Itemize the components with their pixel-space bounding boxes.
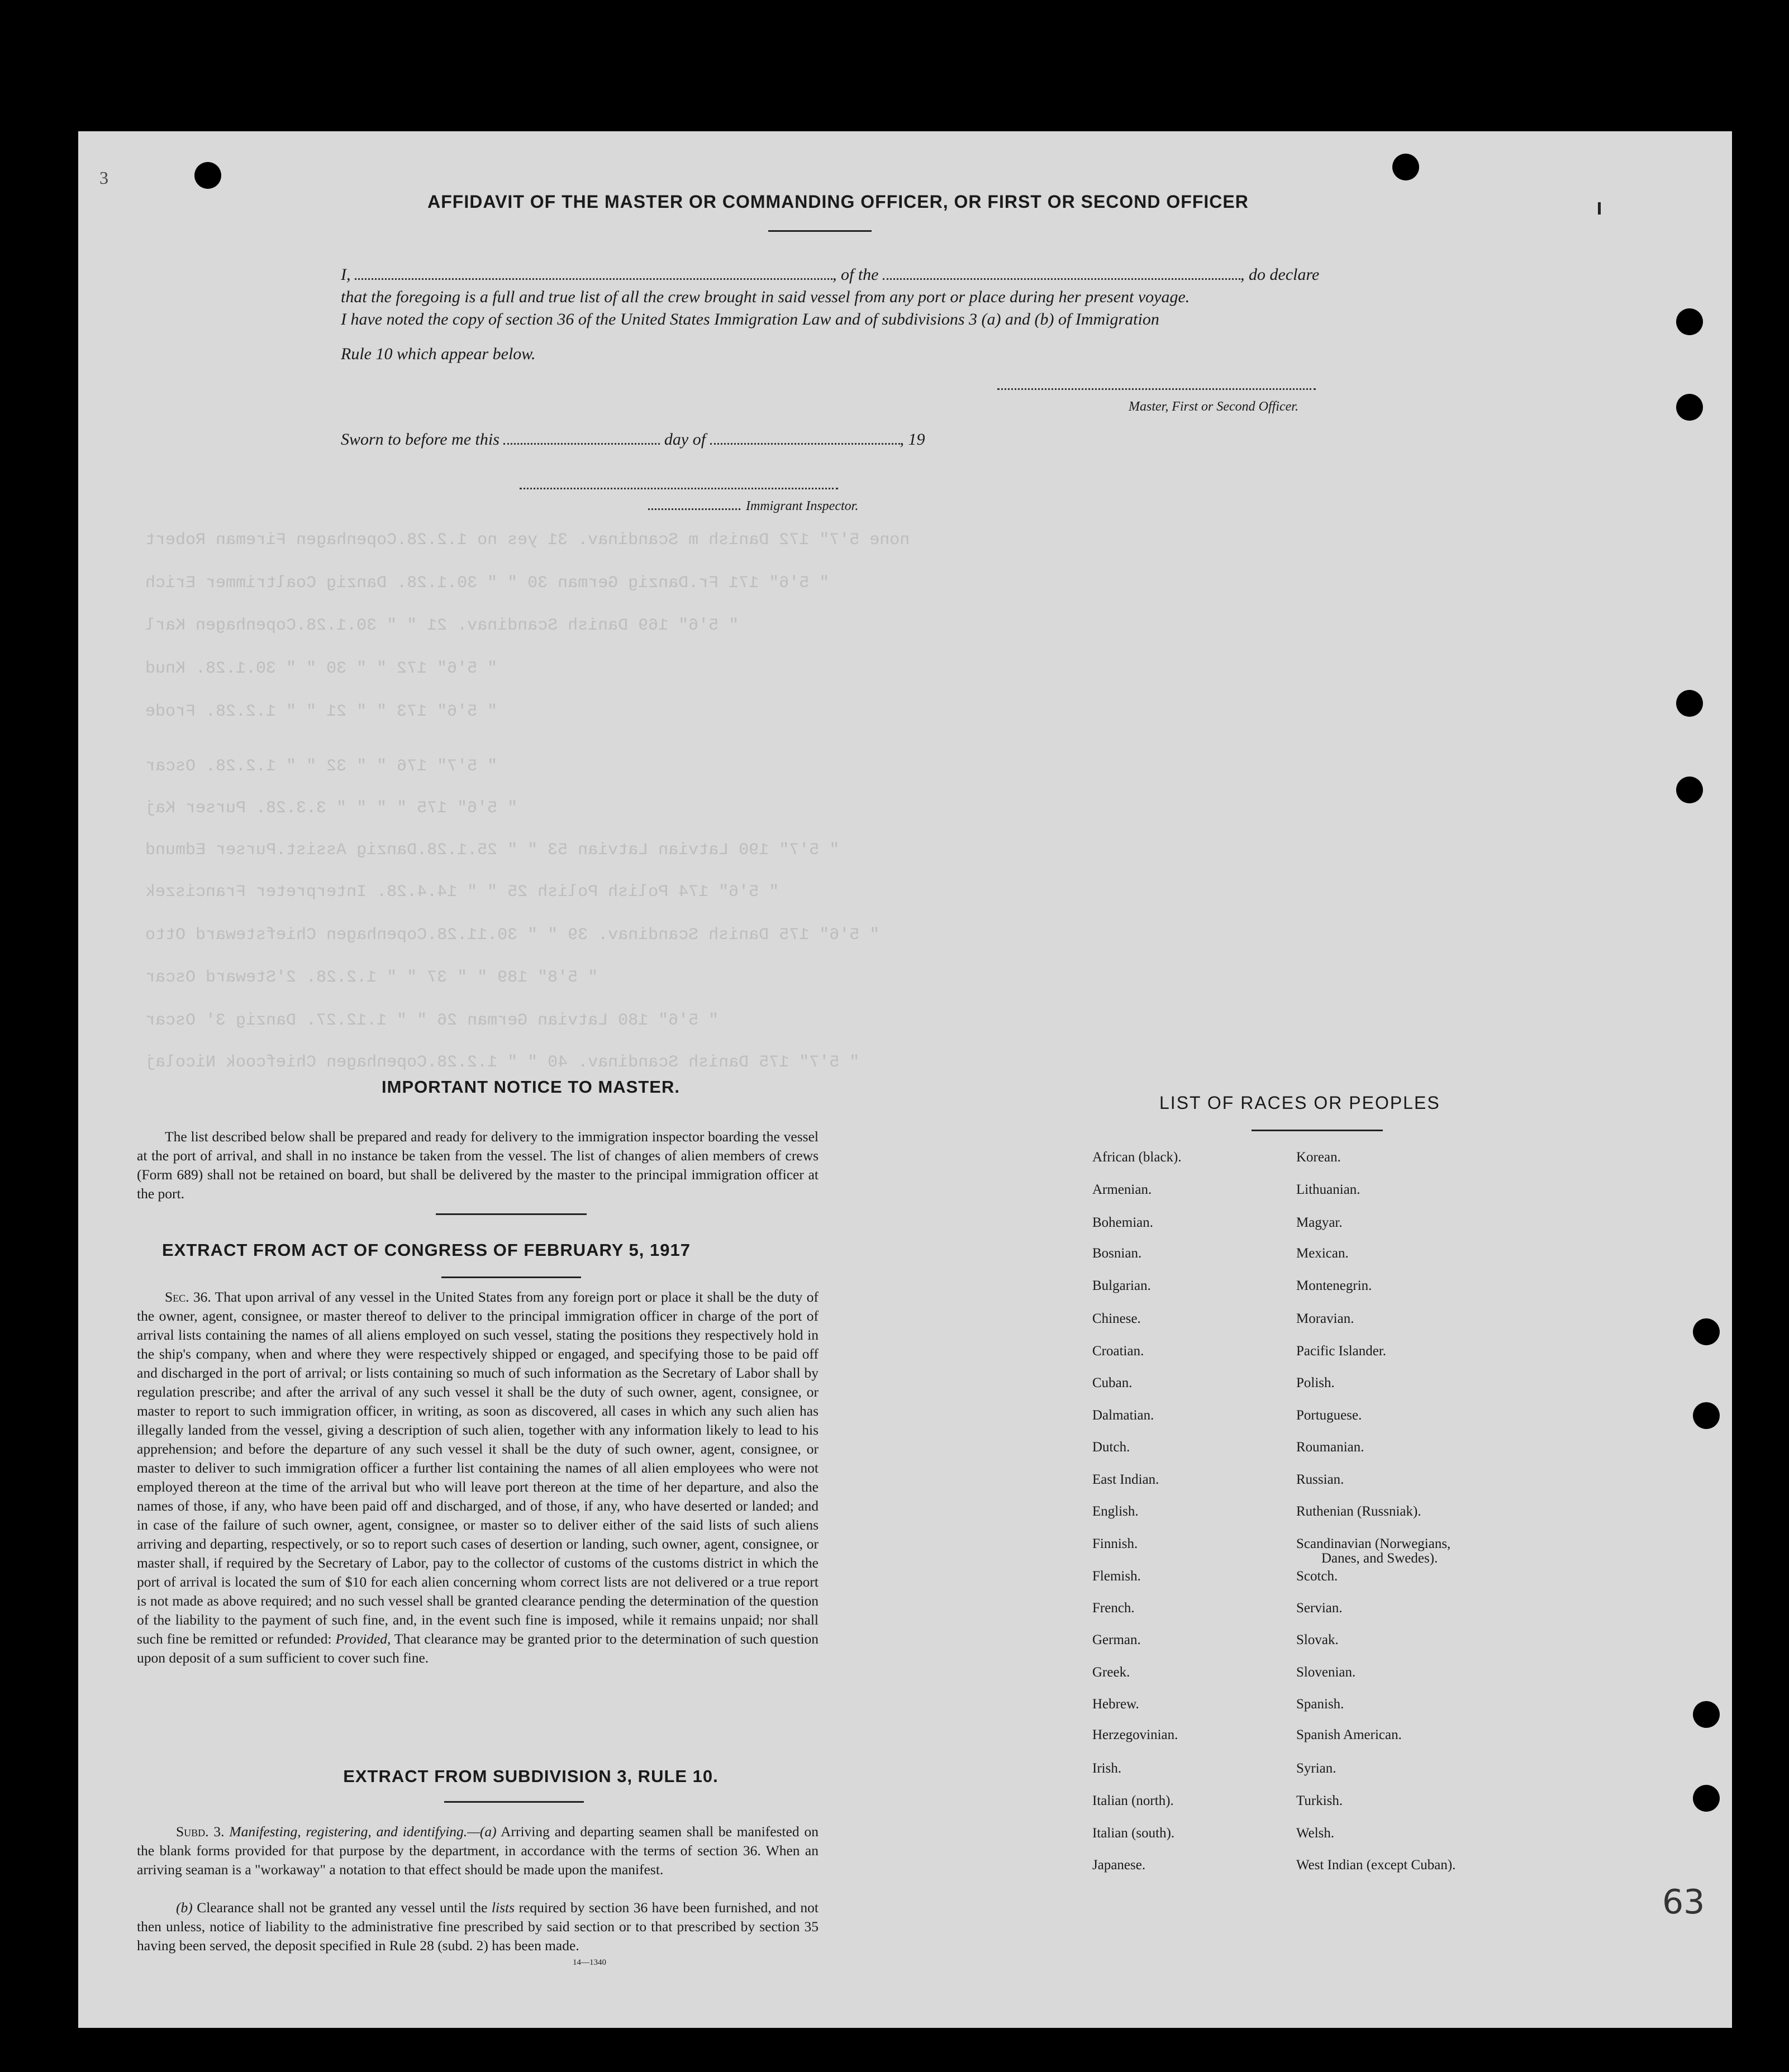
subd-b-text-1: Clearance shall not be granted any vessel until the xyxy=(197,1899,488,1916)
master-name-field[interactable] xyxy=(355,278,832,280)
race-item: Moravian. xyxy=(1296,1311,1354,1326)
label-declare: , do declare xyxy=(1240,265,1320,284)
race-item: Lithuanian. xyxy=(1296,1182,1360,1197)
race-item: East Indian. xyxy=(1092,1472,1159,1487)
punch-hole xyxy=(1676,777,1703,803)
affidavit-line3: I have noted the copy of section 36 of the United States Immigration Law and of subdivisions 3 (a) and (b) of Immigration xyxy=(341,310,1159,328)
race-item: Bosnian. xyxy=(1092,1246,1142,1261)
bleed-through-line: " 5'6" 174 Polish Polish 25 " " 14.4.28. Interpreter Franciszek xyxy=(145,883,779,902)
affidavit-line1 xyxy=(341,265,1319,284)
race-item: Japanese. xyxy=(1092,1857,1146,1873)
section-label: Sec. 36. xyxy=(165,1289,211,1305)
race-item: West Indian (except Cuban). xyxy=(1296,1857,1456,1873)
races-title: LIST OF RACES OR PEOPLES xyxy=(1159,1093,1440,1113)
bleed-through-line: " 5'8" 189 " " 37 " " 1.2.28. 2'Steward Oscar xyxy=(145,968,598,987)
provided-text: That clearance may be granted prior to the determination of such question upon deposit of a sum sufficient to cover such fine. xyxy=(137,1631,819,1666)
race-item: Bohemian. xyxy=(1092,1215,1154,1230)
race-item: Greek. xyxy=(1092,1665,1130,1680)
race-item: Pacific Islander. xyxy=(1296,1344,1387,1359)
rule-title-underline xyxy=(444,1801,584,1803)
race-item: Chinese. xyxy=(1092,1311,1141,1326)
title-underline xyxy=(768,230,872,232)
subd-a-label: —(a) xyxy=(467,1823,497,1840)
race-item: Croatian. xyxy=(1092,1344,1144,1359)
race-item: Armenian. xyxy=(1092,1182,1152,1197)
punch-hole xyxy=(1693,1785,1720,1812)
race-item: Dalmatian. xyxy=(1092,1408,1154,1423)
race-item: Syrian. xyxy=(1296,1761,1336,1776)
race-item: Scandinavian (Norwegians, xyxy=(1296,1536,1451,1551)
affidavit-line2: that the foregoing is a full and true list of all the crew brought in said vessel from any port or place during her present voyage. xyxy=(341,288,1190,306)
race-item: Servian. xyxy=(1296,1601,1343,1616)
punch-hole xyxy=(1676,690,1703,717)
page-number: 3 xyxy=(99,168,108,188)
punch-hole xyxy=(1693,1402,1720,1429)
bleed-through-line: " 5'6" 171 Fr.Danzig German 30 " " 30.1.28. Danzig Coaltrimmer Erich xyxy=(145,574,830,593)
race-item: African (black). xyxy=(1092,1150,1182,1165)
race-item: Roumanian. xyxy=(1296,1440,1364,1455)
inspector-label: Immigrant Inspector. xyxy=(746,499,859,513)
race-item: Herzegovinian. xyxy=(1092,1727,1178,1742)
day-of-label: day of xyxy=(664,430,706,449)
notice-title: IMPORTANT NOTICE TO MASTER. xyxy=(382,1077,680,1097)
inspector-line-short xyxy=(648,508,740,510)
affidavit-title: AFFIDAVIT OF THE MASTER OR COMMANDING OFFICER, OR FIRST OR SECOND OFFICER xyxy=(427,192,1249,212)
sworn-month-field[interactable] xyxy=(710,443,900,445)
race-item: English. xyxy=(1092,1504,1139,1519)
section-36-text: That upon arrival of any vessel in the United States from any foreign port or place it shall be the duty of the owner, agent, consignee, or master thereof to deliver to the principal immigration officer in charge of the port of arrival lists containing the names of all aliens employed on such vessel, stating the positions they respectively hold in the ship's company, when and where they were respectively shipped or engaged, and specifying those to be paid off and discharged in the port of arrival; or lists containing so much of such information as the Secretary of Labor shall by regulation prescribe; and after the arrival of any such vessel it shall be the duty of such owner, agent, consignee, or master to report to such immigration officer, in writing, as soon as discovered, all cases in which any such alien has illegally landed from the vessel, giving a description of such alien, together with any information likely to lead to his apprehension; and before the departure of any such vessel it shall be the duty of such owner, agent, consignee, or master to deliver to such immigration officer a further list containing the names of all alien employees who were not employed thereon at the time of the arrival but who will leave port thereon at the time of her departure, and also the names of those, if any, who have been paid off and discharged, and of those, if any, who have deserted or landed; and in case of the failure of such owner, agent, consignee, or master so to deliver either of the said lists of such aliens arriving and departing, respectively, or so to report such cases of desertion or landing, such owner, agent, consignee, or master shall, if required by the Secretary of Labor, pay to the collector of customs of the customs district in which the port of arrival is located the sum of $10 for each alien concerning whom correct lists are not delivered or a true report is not made as above required; and no such vessel shall be granted clearance pending the determination of the question of the liability to the payment of such fine, and, in the event such fine is imposed, while it remains unpaid; nor shall such fine be remitted or refunded: xyxy=(137,1289,819,1647)
race-item: Finnish. xyxy=(1092,1536,1138,1551)
rule-subd-a xyxy=(137,1822,819,1879)
bleed-through-line: " 5'7" 176 " " 32 " " 1.2.28. Oscar xyxy=(145,757,498,776)
provided-label: Provided, xyxy=(335,1631,391,1647)
race-item: Hebrew. xyxy=(1092,1697,1139,1712)
act-title-underline xyxy=(441,1276,581,1278)
bleed-through-line: " 5'6" 172 " " 30 " " 30.1.28. Knud xyxy=(145,659,498,678)
punch-hole xyxy=(1693,1701,1720,1728)
inspector-signature-field[interactable] xyxy=(520,488,838,489)
race-item: Cuban. xyxy=(1092,1375,1133,1390)
rule-title: EXTRACT FROM SUBDIVISION 3, RULE 10. xyxy=(343,1766,719,1786)
subd-label: Subd. 3. xyxy=(176,1823,225,1840)
sworn-line xyxy=(341,430,925,449)
punch-hole xyxy=(1676,308,1703,335)
race-item: Dutch. xyxy=(1092,1440,1130,1455)
notice-text: The list described below shall be prepared and ready for delivery to the immigration inspector boarding the vessel at the port of arrival, and shall in no instance be taken from the vessel. The list of changes of alien members of crews (Form 689) shall not be retained on board, but shall be delivered by the master to the principal immigration officer at the port. xyxy=(137,1128,819,1202)
race-item: French. xyxy=(1092,1601,1135,1616)
punch-hole xyxy=(1676,394,1703,421)
subd-b-text-2: required by section 36 have been furnished, and not then unless, notice of liability to the administrative fine prescribed by said section or to that prescribed by section 35 having been served, the deposit specified in Rule 28 (subd. 2) has been made. xyxy=(137,1899,819,1954)
race-item: Italian (south). xyxy=(1092,1826,1175,1841)
race-item: Italian (north). xyxy=(1092,1793,1174,1808)
bleed-through-line: none 5'7" 172 Danish m Scandinav. 31 yes no 1.2.28.Copenhagen Fireman Robert xyxy=(145,531,910,550)
race-item: Welsh. xyxy=(1296,1826,1335,1841)
race-item: Flemish. xyxy=(1092,1569,1141,1584)
race-item: Polish. xyxy=(1296,1375,1335,1390)
race-item: Danes, and Swedes). xyxy=(1321,1551,1438,1566)
subd-heading: Manifesting, registering, and identifying. xyxy=(229,1823,468,1840)
race-item: Mexican. xyxy=(1296,1246,1349,1261)
race-item: Bulgarian. xyxy=(1092,1278,1151,1293)
label-i: I, xyxy=(341,265,351,284)
ink-mark xyxy=(1598,202,1601,215)
race-item: Spanish American. xyxy=(1296,1727,1402,1742)
race-item: Slovak. xyxy=(1296,1632,1339,1647)
punch-hole xyxy=(1392,154,1419,180)
vessel-name-field[interactable] xyxy=(883,278,1240,280)
label-of-the: , of the xyxy=(832,265,879,284)
act-title: EXTRACT FROM ACT OF CONGRESS OF FEBRUARY 5, 1917 xyxy=(162,1240,691,1260)
race-item: Slovenian. xyxy=(1296,1665,1356,1680)
race-item: Scotch. xyxy=(1296,1569,1338,1584)
sworn-label: Sworn to before me this xyxy=(341,430,499,449)
bleed-through-line: " 5'6" 175 Danish Scandinav. 39 " " 30.11.28.Copenhagen Chiefsteward Otto xyxy=(145,926,880,945)
bleed-through-line: " 5'6" 169 Danish Scandinav. 21 " " 30.1.28.Copenhagen Karl xyxy=(145,616,739,635)
year-label: , 19 xyxy=(900,430,925,449)
race-item: Russian. xyxy=(1296,1472,1344,1487)
race-item: Korean. xyxy=(1296,1150,1341,1165)
master-signature-field[interactable] xyxy=(997,388,1316,390)
subd-a-text: Arriving and departing seamen shall be manifested on the blank forms provided for that purpose by the department, in accordance with the terms of section 36. When an arriving seaman is a "workaway" a notation to that effect should be made upon the manifest. xyxy=(137,1823,819,1878)
race-item: Portuguese. xyxy=(1296,1408,1362,1423)
notice-divider xyxy=(436,1213,587,1215)
master-signature-label: Master, First or Second Officer. xyxy=(1129,399,1298,414)
race-item: Ruthenian (Russniak). xyxy=(1296,1504,1421,1519)
race-item: Turkish. xyxy=(1296,1793,1343,1808)
bleed-through-line: " 5'6" 175 " " " " 3.3.28. Purser Kaj xyxy=(145,799,518,818)
corner-number: 63 xyxy=(1662,1883,1705,1922)
race-item: Montenegrin. xyxy=(1296,1278,1372,1293)
affidavit-line4: Rule 10 which appear below. xyxy=(341,345,536,363)
act-text xyxy=(137,1288,819,1668)
rule-subd-b xyxy=(137,1898,819,1955)
form-number: 14—1340 xyxy=(573,1958,606,1967)
races-title-underline xyxy=(1252,1130,1383,1131)
sworn-day-field[interactable] xyxy=(503,443,660,445)
punch-hole xyxy=(194,162,221,189)
race-item: German. xyxy=(1092,1632,1141,1647)
bleed-through-line: " 5'7" 175 Danish Scandinav. 40 " " 1.2.28.Copenhagen Chiefcook Nicolaj xyxy=(145,1053,860,1072)
subd-b-label: (b) xyxy=(176,1899,193,1916)
punch-hole xyxy=(1693,1318,1720,1345)
race-item: Magyar. xyxy=(1296,1215,1343,1230)
bleed-through-line: " 5'6" 173 " " 21 " " 1.2.28. Frode xyxy=(145,702,498,721)
subd-b-lists: lists xyxy=(491,1899,515,1916)
bleed-through-line: " 5'7" 190 Latvian Latvian 53 " " 25.1.28.Danzig Assist.Purser Edmund xyxy=(145,841,840,860)
bleed-through-line: " 5'6" 180 Latvian German 26 " " 1.12.27. Danzig 3' Oscar xyxy=(145,1011,719,1030)
race-item: Spanish. xyxy=(1296,1697,1344,1712)
race-item: Irish. xyxy=(1092,1761,1122,1776)
